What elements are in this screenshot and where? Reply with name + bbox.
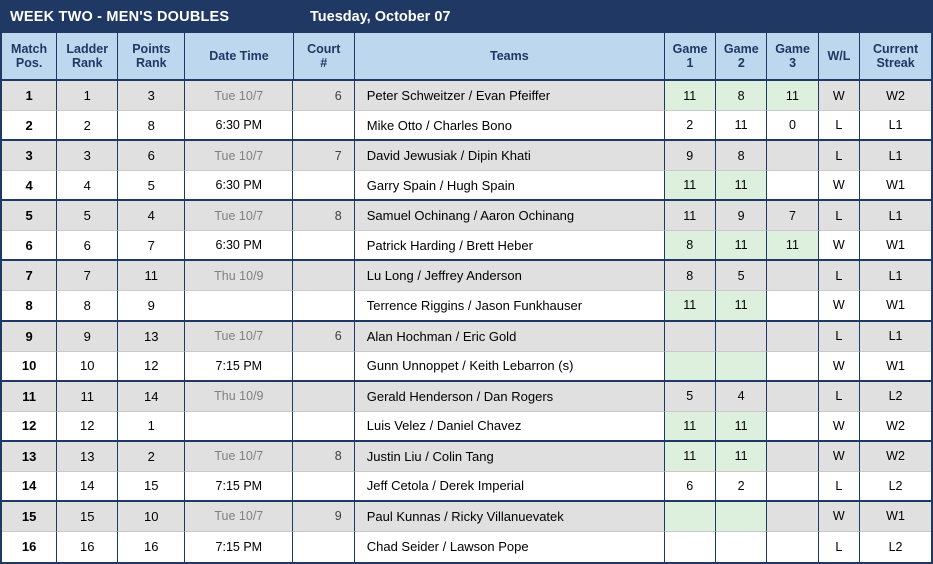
ladder-rank-cell: 2 xyxy=(57,111,118,141)
column-header-game3-line1: Game xyxy=(775,41,810,56)
table-row xyxy=(2,382,931,412)
date-time-cell: 7:15 PM xyxy=(185,352,293,382)
points-rank-cell: 13 xyxy=(118,322,185,352)
column-header-ladder-rank xyxy=(57,33,118,79)
game-3-score-cell xyxy=(767,532,818,562)
court-number-cell xyxy=(293,412,354,442)
column-header-points-line2: Rank xyxy=(136,56,167,70)
column-header-court-line1: Court xyxy=(307,41,341,56)
ladder-rank-cell: 12 xyxy=(57,412,118,442)
points-rank-cell: 6 xyxy=(118,141,185,171)
points-rank-cell: 16 xyxy=(118,532,185,562)
game-3-score-cell: 11 xyxy=(767,231,818,261)
date-time-cell xyxy=(185,291,293,321)
event-date: Tuesday, October 07 xyxy=(310,9,451,25)
date-time-cell: Tue 10/7 xyxy=(185,442,293,472)
ladder-rank-cell: 5 xyxy=(57,201,118,231)
win-loss-cell: L xyxy=(819,141,861,171)
column-header-game-1 xyxy=(665,33,716,79)
game-3-score-cell: 0 xyxy=(767,111,818,141)
column-header-points-line1: Points xyxy=(132,41,171,56)
teams-cell: Terrence Riggins / Jason Funkhauser xyxy=(355,291,665,321)
current-streak-cell: L1 xyxy=(860,261,931,291)
court-number-cell xyxy=(293,382,354,412)
game-2-score-cell xyxy=(716,532,767,562)
court-number-cell xyxy=(293,261,354,291)
title-bar xyxy=(2,2,931,33)
win-loss-cell: W xyxy=(819,412,861,442)
column-header-teams: Teams xyxy=(355,33,665,79)
points-rank-cell: 8 xyxy=(118,111,185,141)
game-1-score-cell xyxy=(665,352,716,382)
game-1-score-cell: 11 xyxy=(665,442,716,472)
column-header-match-line2: Pos. xyxy=(15,56,43,70)
court-number-cell xyxy=(293,352,354,382)
match-position-cell: 7 xyxy=(2,261,57,291)
column-header-ladder-line2: Rank xyxy=(71,56,103,70)
current-streak-cell: W2 xyxy=(860,442,931,472)
match-position-cell: 15 xyxy=(2,502,57,532)
current-streak-cell: L2 xyxy=(888,539,903,554)
current-streak-cell: W1 xyxy=(860,171,931,201)
game-2-score-cell: 9 xyxy=(716,201,767,231)
column-header-game-2 xyxy=(716,33,767,79)
match-position-cell: 8 xyxy=(2,291,57,321)
game-2-score-cell: 11 xyxy=(716,171,767,201)
teams-cell: Patrick Harding / Brett Heber xyxy=(355,231,665,261)
match-position-cell: 13 xyxy=(2,442,57,472)
points-rank-cell: 1 xyxy=(118,412,185,442)
ladder-rank-cell: 8 xyxy=(57,291,118,321)
game-1-score-cell: 11 xyxy=(665,171,716,201)
game-2-score-cell: 8 xyxy=(716,81,767,111)
column-header-match-line1: Match xyxy=(11,41,48,56)
points-rank-cell: 12 xyxy=(118,352,185,382)
game-3-score-cell xyxy=(767,261,818,291)
table-row xyxy=(2,322,931,352)
game-3-score-cell xyxy=(767,171,818,201)
win-loss-cell: W xyxy=(819,81,861,111)
points-rank-cell: 11 xyxy=(118,261,185,291)
game-1-score-cell: 9 xyxy=(665,141,716,171)
ladder-rank-cell: 3 xyxy=(57,141,118,171)
ladder-rank-cell: 7 xyxy=(57,261,118,291)
current-streak-cell: W1 xyxy=(860,231,931,261)
game-2-score-cell: 11 xyxy=(716,111,767,141)
table-row xyxy=(2,81,931,111)
teams-cell: Paul Kunnas / Ricky Villanuevatek xyxy=(355,502,665,532)
current-streak-cell: L1 xyxy=(860,111,931,141)
points-rank-cell: 9 xyxy=(118,291,185,321)
points-rank-cell: 4 xyxy=(118,201,185,231)
match-position-cell: 4 xyxy=(2,171,57,201)
column-header-ladder-line1: Ladder xyxy=(66,41,109,56)
date-time-cell: Tue 10/7 xyxy=(185,322,293,352)
table-body xyxy=(2,81,931,562)
game-2-score-cell: 8 xyxy=(716,141,767,171)
game-1-score-cell xyxy=(665,502,716,532)
points-rank-cell: 7 xyxy=(118,231,185,261)
match-position-cell: 11 xyxy=(2,382,57,412)
table-row xyxy=(2,442,931,472)
table-row xyxy=(2,352,931,382)
table-row xyxy=(2,502,931,532)
court-number-cell xyxy=(293,231,354,261)
ladder-rank-cell: 1 xyxy=(57,81,118,111)
match-position-cell: 6 xyxy=(2,231,57,261)
game-1-score-cell: 6 xyxy=(665,472,716,502)
game-2-score-cell xyxy=(716,322,767,352)
game-2-score-cell: 2 xyxy=(716,472,767,502)
table-row xyxy=(2,472,931,502)
table-row xyxy=(2,201,931,231)
column-header-streak-line1: Current xyxy=(873,41,919,56)
game-1-score-cell: 5 xyxy=(665,382,716,412)
teams-cell: Peter Schweitzer / Evan Pfeiffer xyxy=(355,81,665,111)
teams-cell: David Jewusiak / Dipin Khati xyxy=(355,141,665,171)
game-3-score-cell xyxy=(767,472,818,502)
column-header-court-line2: # xyxy=(320,56,328,70)
teams-cell: Garry Spain / Hugh Spain xyxy=(355,171,665,201)
win-loss-cell: L xyxy=(819,201,861,231)
win-loss-cell: L xyxy=(819,111,861,141)
date-time-cell: Tue 10/7 xyxy=(185,502,293,532)
table-row xyxy=(2,171,931,201)
win-loss-cell: W xyxy=(819,442,861,472)
game-1-score-cell xyxy=(665,532,716,562)
game-3-score-cell: 7 xyxy=(767,201,818,231)
court-number-cell: 6 xyxy=(293,81,354,111)
game-2-score-cell xyxy=(716,352,767,382)
court-number-cell: 8 xyxy=(293,201,354,231)
current-streak-cell: W2 xyxy=(860,81,931,111)
teams-cell: Mike Otto / Charles Bono xyxy=(355,111,665,141)
win-loss-cell: W xyxy=(819,171,861,201)
ladder-rank-cell: 4 xyxy=(57,171,118,201)
game-1-score-cell: 11 xyxy=(665,291,716,321)
win-loss-cell: W xyxy=(819,231,861,261)
column-header-current-streak xyxy=(860,33,931,79)
column-header-win-loss: W/L xyxy=(819,33,860,79)
win-loss-cell: L xyxy=(819,322,861,352)
current-streak-cell: W1 xyxy=(860,291,931,321)
table-row xyxy=(2,291,931,321)
game-3-score-cell xyxy=(767,502,818,532)
game-1-score-cell: 8 xyxy=(665,261,716,291)
court-number-cell: 8 xyxy=(293,442,354,472)
court-number-cell xyxy=(293,111,354,141)
current-streak-cell: W1 xyxy=(860,352,931,382)
date-time-cell: 6:30 PM xyxy=(185,171,293,201)
points-rank-cell: 14 xyxy=(118,382,185,412)
win-loss-cell: L xyxy=(819,261,861,291)
table-row xyxy=(2,532,931,562)
table-row xyxy=(2,111,931,141)
court-number-cell xyxy=(293,171,354,201)
game-3-score-cell xyxy=(767,322,818,352)
current-streak-cell: W2 xyxy=(860,412,931,442)
teams-cell: Justin Liu / Colin Tang xyxy=(355,442,665,472)
current-streak-cell: L2 xyxy=(860,472,931,502)
match-position-cell: 1 xyxy=(2,81,57,111)
game-2-score-cell xyxy=(716,502,767,532)
match-position-cell: 5 xyxy=(2,201,57,231)
column-header-streak-line2: Streak xyxy=(876,56,915,70)
match-position-cell: 10 xyxy=(2,352,57,382)
table-row xyxy=(2,261,931,291)
date-time-cell xyxy=(185,412,293,442)
game-2-score-cell: 11 xyxy=(716,412,767,442)
game-3-score-cell xyxy=(767,352,818,382)
week-title: WEEK TWO - MEN'S DOUBLES xyxy=(10,9,230,25)
ladder-rank-cell: 16 xyxy=(57,532,118,562)
date-time-cell: Tue 10/7 xyxy=(185,141,293,171)
column-header-game1-line2: 1 xyxy=(686,56,694,70)
ladder-rank-cell: 6 xyxy=(57,231,118,261)
teams-cell: Lu Long / Jeffrey Anderson xyxy=(355,261,665,291)
teams-cell: Jeff Cetola / Derek Imperial xyxy=(355,472,665,502)
teams-cell: Gerald Henderson / Dan Rogers xyxy=(355,382,665,412)
column-header-match-pos xyxy=(2,33,57,79)
game-1-score-cell: 11 xyxy=(665,81,716,111)
current-streak-cell: L1 xyxy=(860,322,931,352)
table-row xyxy=(2,141,931,171)
win-loss-cell: W xyxy=(819,352,861,382)
game-1-score-cell xyxy=(665,322,716,352)
points-rank-cell: 15 xyxy=(118,472,185,502)
current-streak-cell: W1 xyxy=(860,502,931,532)
ladder-rank-cell: 15 xyxy=(57,502,118,532)
column-header-game3-line2: 3 xyxy=(789,56,797,70)
teams-cell: Luis Velez / Daniel Chavez xyxy=(355,412,665,442)
game-3-score-cell xyxy=(767,382,818,412)
game-2-score-cell: 11 xyxy=(716,442,767,472)
game-1-score-cell: 11 xyxy=(665,201,716,231)
game-2-score-cell: 11 xyxy=(716,291,767,321)
game-2-score-cell: 11 xyxy=(716,231,767,261)
column-header-date-time: Date Time xyxy=(185,33,293,79)
points-rank-cell: 5 xyxy=(118,171,185,201)
column-header-court xyxy=(294,33,355,79)
points-rank-cell: 3 xyxy=(118,81,185,111)
game-2-score-cell: 5 xyxy=(716,261,767,291)
game-3-score-cell: 11 xyxy=(767,81,818,111)
current-streak-cell: L2 xyxy=(860,382,931,412)
date-time-cell: 6:30 PM xyxy=(185,231,293,261)
date-time-cell: Thu 10/9 xyxy=(185,382,293,412)
current-streak-cell: L1 xyxy=(860,141,931,171)
win-loss-cell: L xyxy=(819,532,861,562)
date-time-cell: Thu 10/9 xyxy=(185,261,293,291)
game-1-score-cell: 8 xyxy=(665,231,716,261)
match-position-cell: 12 xyxy=(2,412,57,442)
match-position-cell: 9 xyxy=(2,322,57,352)
table-row xyxy=(2,412,931,442)
table-header xyxy=(2,33,931,81)
game-3-score-cell xyxy=(767,442,818,472)
court-number-cell xyxy=(293,532,354,562)
ladder-rank-cell: 10 xyxy=(57,352,118,382)
game-1-score-cell: 2 xyxy=(665,111,716,141)
court-number-cell: 9 xyxy=(293,502,354,532)
win-loss-cell: L xyxy=(819,472,861,502)
column-header-game2-line1: Game xyxy=(723,41,759,56)
match-position-cell: 3 xyxy=(2,141,57,171)
match-position-cell: 14 xyxy=(2,472,57,502)
win-loss-cell: L xyxy=(819,382,861,412)
teams-cell: Alan Hochman / Eric Gold xyxy=(355,322,665,352)
teams-cell: Gunn Unnoppet / Keith Lebarron (s) xyxy=(355,352,665,382)
game-2-score-cell: 4 xyxy=(716,382,767,412)
date-time-cell: 6:30 PM xyxy=(185,111,293,141)
match-position-cell: 2 xyxy=(2,111,57,141)
court-number-cell xyxy=(293,291,354,321)
column-header-game1-line1: Game xyxy=(672,41,708,56)
court-number-cell: 7 xyxy=(293,141,354,171)
ladder-rank-cell: 11 xyxy=(57,382,118,412)
game-3-score-cell xyxy=(767,291,818,321)
date-time-cell: Tue 10/7 xyxy=(185,81,293,111)
game-1-score-cell: 11 xyxy=(665,412,716,442)
date-time-cell: 7:15 PM xyxy=(185,472,293,502)
table-row xyxy=(2,231,931,261)
court-number-cell xyxy=(293,472,354,502)
teams-cell: Chad Seider / Lawson Pope xyxy=(355,532,665,562)
game-3-score-cell xyxy=(767,412,818,442)
current-streak-cell: L1 xyxy=(860,201,931,231)
ladder-rank-cell: 9 xyxy=(57,322,118,352)
points-rank-cell: 10 xyxy=(118,502,185,532)
teams-cell: Samuel Ochinang / Aaron Ochinang xyxy=(355,201,665,231)
column-header-game-3 xyxy=(767,33,818,79)
column-header-game2-line2: 2 xyxy=(737,56,745,70)
date-time-cell: 7:15 PM xyxy=(185,532,293,562)
match-position-cell: 16 xyxy=(2,532,57,562)
win-loss-cell: W xyxy=(819,291,861,321)
ladder-rank-cell: 13 xyxy=(57,442,118,472)
column-header-points-rank xyxy=(118,33,185,79)
court-number-cell: 6 xyxy=(293,322,354,352)
points-rank-cell: 2 xyxy=(118,442,185,472)
date-time-cell: Tue 10/7 xyxy=(185,201,293,231)
ladder-rank-cell: 14 xyxy=(57,472,118,502)
game-3-score-cell xyxy=(767,141,818,171)
win-loss-cell: W xyxy=(819,502,861,532)
